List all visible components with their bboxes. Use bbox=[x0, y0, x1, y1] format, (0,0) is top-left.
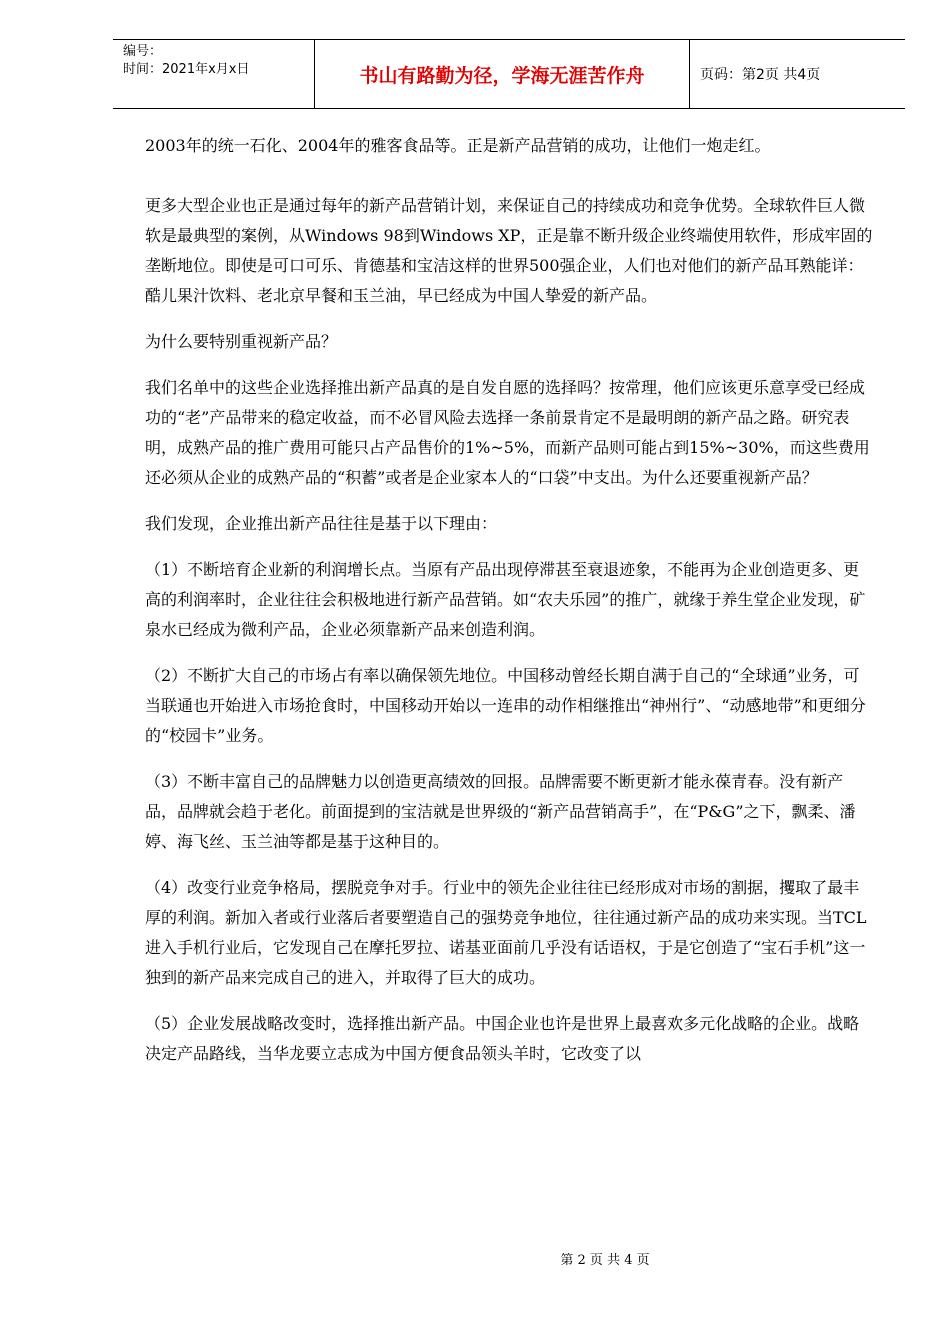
list-item: （1）不断培育企业新的利润增长点。当原有产品出现停滞甚至衰退迹象，不能再为企业创造更多、更高的利润率时，企业往往会积极地进行新产品营销。如“农夫乐园”的推广，就缘于养生堂企业发现，矿泉水已经成为微利产品，企业必须靠新产品来创造利润。 bbox=[145, 560, 866, 639]
list-item: （3）不断丰富自己的品牌魅力以创造更高绩效的回报。品牌需要不断更新才能永葆青春。没有新产品，品牌就会趋于老化。前面提到的宝洁就是世界级的“新产品营销高手”，在“P&G”之下，飘柔、潘婷、海飞丝、玉兰油等都是基于这种目的。 bbox=[145, 772, 856, 851]
paragraph: 2003年的统一石化、2004年的雅客食品等。正是新产品营销的成功，让他们一炮走红。 bbox=[145, 136, 771, 155]
header-meta bbox=[113, 40, 315, 108]
document-time-label: 时间：2021年x月x日 bbox=[123, 62, 250, 77]
list-item: （4）改变行业竞争格局，摆脱竞争对手。行业中的领先企业往往已经形成对市场的割据，攫取了最丰厚的利润。新加入者或行业落后者要塑造自己的强势竞争地位，往往通过新产品的成功来实现。当TCL进入手机行业后，它发现自己在摩托罗拉、诺基亚面前几乎没有话语权，于是它创造了“宝石手机”这一独到的新产品来完成自己的进入，并取得了巨大的成功。 bbox=[145, 878, 867, 987]
page-header bbox=[113, 39, 905, 109]
paragraph: 我们名单中的这些企业选择推出新产品真的是自发自愿的选择吗？按常理，他们应该更乐意享受已经成功的“老”产品带来的稳定收益，而不必冒风险去选择一条前景肯定不是最明朗的新产品之路。研究表明，成熟产品的推广费用可能只占产品售价的1%~5%，而新产品则可能占到15%~30%，而这些费用还必须从企业的成熟产品的“积蓄”或者是企业家本人的“口袋”中支出。为什么还要重视新产品？ bbox=[145, 378, 870, 487]
paragraph: 我们发现，企业推出新产品往往是基于以下理由： bbox=[145, 514, 498, 533]
header-page-info: 页码：第2页 共4页 bbox=[700, 67, 821, 83]
section-heading: 为什么要特别重视新产品？ bbox=[145, 332, 338, 351]
header-motto: 书山有路勤为径，学海无涯苦作舟 bbox=[315, 40, 690, 108]
paragraph: 更多大型企业也正是通过每年的新产品营销计划，来保证自己的持续成功和竞争优势。全球软件巨人微软是最典型的案例，从Windows 98到Windows XP，正是靠不断升级企业终端使用软件，形成牢固的垄断地位。即使是可口可乐、肯德基和宝洁这样的世界500强企业，人们也对他们的新产品耳熟能详：酷儿果汁饮料、老北京早餐和玉兰油，早已经成为中国人挚爱的新产品。 bbox=[145, 196, 873, 305]
document-number-label: 编号： bbox=[123, 44, 163, 59]
list-item: （5）企业发展战略改变时，选择推出新产品。中国企业也许是世界上最喜欢多元化战略的企业。战略决定产品路线，当华龙要立志成为中国方便食品领头羊时，它改变了以 bbox=[145, 1014, 860, 1063]
page-footer bbox=[0, 1249, 950, 1269]
body-text bbox=[145, 131, 875, 1069]
footer-page-number: 第 2 页 共 4 页 bbox=[560, 1253, 650, 1268]
list-item: （2）不断扩大自己的市场占有率以确保领先地位。中国移动曾经长期自满于自己的“全球通”业务，可当联通也开始进入市场抢食时，中国移动开始以一连串的动作相继推出“神州行”、“动感地带”和更细分的“校园卡”业务。 bbox=[145, 666, 866, 745]
